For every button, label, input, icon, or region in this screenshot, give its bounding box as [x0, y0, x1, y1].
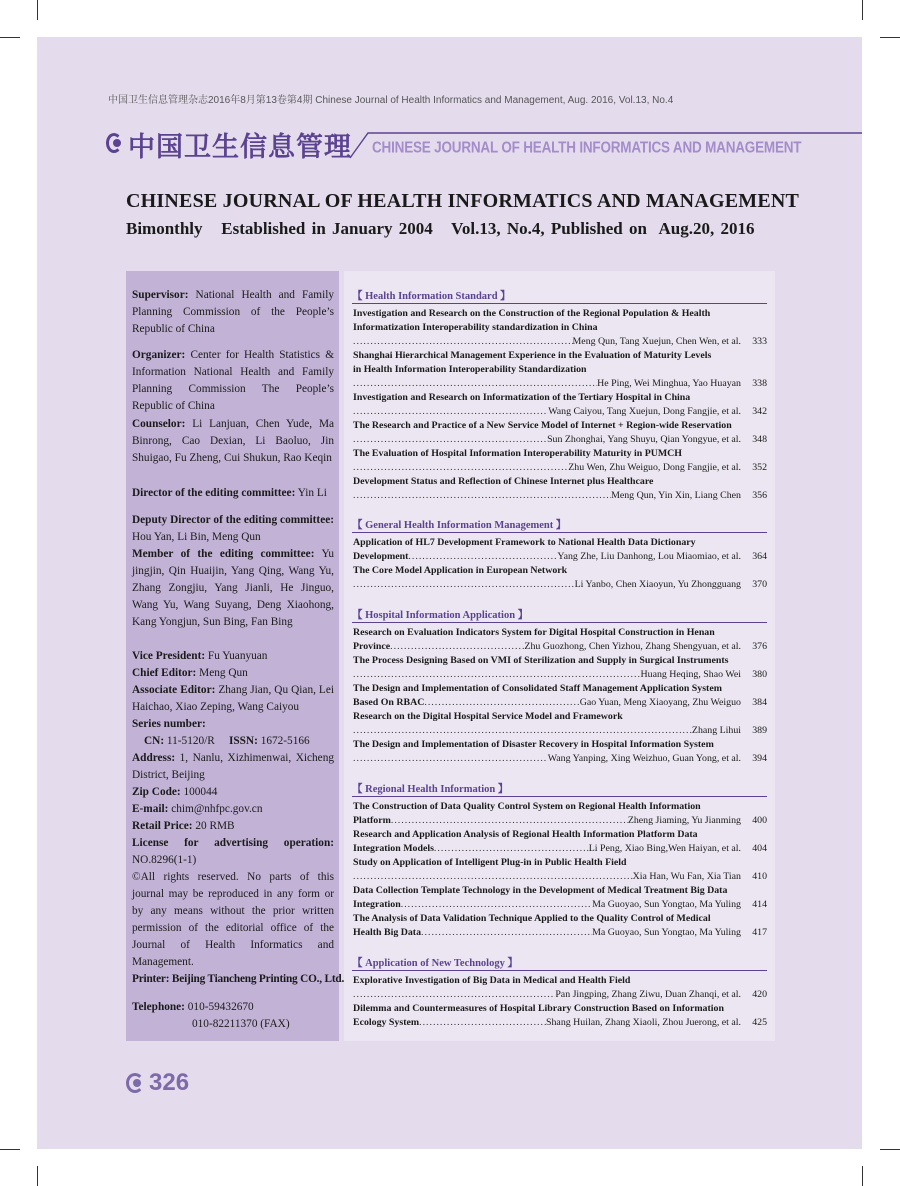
- dot-leader: [401, 898, 592, 912]
- masthead-counselor: Counselor: Li Lanjuan, Chen Yude, Ma Binrong, Cao Dexian, Li Baoluo, Jin Shuigao, Fu Zheng, Cui Shukun, Rao Keqin: [132, 418, 335, 464]
- article-authors: Li Peng, Xiao Bing,Wen Haiyan, et al.: [588, 843, 741, 854]
- article-authors: Zhu Guozhong, Chen Yizhou, Zhang Shengyuan, et al.: [524, 641, 741, 652]
- article-page-number: 394: [752, 753, 767, 764]
- toc-entry[interactable]: [353, 1002, 767, 1030]
- toc-entry[interactable]: [353, 682, 767, 710]
- article-title-line: The Design and Implementation of Consolidated Staff Management Application System: [353, 683, 722, 694]
- article-byline: [353, 842, 767, 856]
- masthead-associate-editor: Associate Editor: Zhang Jian, Qu Qian, Lei Haichao, Xiao Zeping, Wang Caiyou: [132, 684, 334, 713]
- dot-leader: [353, 461, 568, 475]
- masthead-director: Director of the editing committee: Yin Li: [132, 487, 327, 499]
- article-title-line: Investigation and Research on the Construction of the Regional Population & Health: [353, 308, 711, 319]
- article-byline: [353, 640, 767, 654]
- dot-leader: [353, 668, 641, 682]
- article-page-number: 400: [752, 815, 767, 826]
- masthead-license: License for advertising operation: NO.8296(1-1): [132, 837, 334, 866]
- article-title-tail: Province: [353, 641, 391, 652]
- section-heading: [352, 607, 767, 623]
- article-title-tail: Based On RBAC: [353, 697, 425, 708]
- dot-leader: [408, 550, 557, 564]
- article-byline: [353, 405, 767, 419]
- article-authors: Zhang Lihui: [691, 725, 741, 736]
- toc-entry[interactable]: [353, 626, 767, 654]
- section-heading: [352, 288, 767, 304]
- article-byline: [353, 489, 767, 503]
- article-byline: [353, 1016, 767, 1030]
- toc-entry[interactable]: [353, 800, 767, 828]
- article-title-line: Informatization Interoperability standardization in China: [353, 322, 598, 333]
- article-page-number: 333: [752, 336, 767, 347]
- article-authors: Zhu Wen, Zhu Weiguo, Dong Fangjie, et al.: [568, 462, 741, 473]
- article-title-line: The Research and Practice of a New Service Model of Internet + Region-wide Reservation: [353, 420, 732, 431]
- article-page-number: 404: [752, 843, 767, 854]
- folio-logo-icon: [126, 1071, 146, 1095]
- masthead-address: Address: 1, Nanlu, Xizhimenwai, Xicheng District, Beijing: [132, 752, 334, 781]
- article-title-line: The Analysis of Data Validation Technique Applied to the Quality Control of Medical: [353, 913, 711, 924]
- toc-entry[interactable]: [353, 391, 767, 419]
- toc-entry[interactable]: [353, 856, 767, 884]
- masthead-vice-president: Vice President: Fu Yuanyuan: [132, 650, 268, 662]
- article-page-number: 356: [752, 490, 767, 501]
- article-title-line: Development Status and Reflection of Chinese Internet plus Healthcare: [353, 476, 654, 487]
- article-byline: [353, 578, 767, 592]
- article-byline: [353, 696, 767, 710]
- article-page-number: 376: [752, 641, 767, 652]
- toc-entry[interactable]: [353, 884, 767, 912]
- article-title-line: Research and Application Analysis of Regional Health Information Platform Data: [353, 829, 698, 840]
- masthead-cn-issn: CN: 11-5120/R ISSN: 1672-5166: [144, 735, 310, 747]
- article-title-line: The Core Model Application in European Network: [353, 565, 568, 576]
- article-page-number: 384: [752, 697, 767, 708]
- article-page-number: 389: [752, 725, 767, 736]
- journal-title: CHINESE JOURNAL OF HEALTH INFORMATICS AND MANAGEMENT: [126, 190, 800, 212]
- crop-mark: [862, 1166, 863, 1186]
- article-title-line: Investigation and Research on Informatization of the Tertiary Hospital in China: [353, 392, 691, 403]
- toc-entry[interactable]: [353, 475, 767, 503]
- section-heading: [352, 517, 767, 533]
- masthead-deputy: Deputy Director of the editing committee: Hou Yan, Li Bin, Meng Qun: [132, 514, 334, 543]
- article-byline: [353, 898, 767, 912]
- article-title-line: Explorative Investigation of Big Data in Medical and Health Field: [353, 975, 631, 986]
- dot-leader: [419, 1016, 546, 1030]
- article-title-tail: Ecology System: [353, 1017, 420, 1028]
- section-title: 【 Regional Health Information 】: [352, 784, 509, 795]
- page-folio: [126, 1069, 189, 1097]
- article-title-tail: Development: [353, 551, 409, 562]
- dot-leader: [391, 814, 628, 828]
- article-title-line: The Design and Implementation of Disaster Recovery in Hospital Information System: [353, 739, 714, 750]
- article-authors: Li Yanbo, Chen Xiaoyun, Yu Zhongguang: [574, 579, 741, 590]
- article-authors: Wang Caiyou, Tang Xuejun, Dong Fangjie, et al.: [548, 406, 741, 417]
- article-title-line: Shanghai Hierarchical Management Experience in the Evaluation of Maturity Levels: [353, 350, 712, 361]
- dot-leader: [353, 870, 633, 884]
- article-authors: Ma Guoyao, Sun Yongtao, Ma Yuling: [592, 899, 741, 910]
- toc-entry[interactable]: [353, 564, 767, 592]
- article-title-line: Research on the Digital Hospital Service Model and Framework: [353, 711, 623, 722]
- crop-mark: [0, 1149, 20, 1150]
- dot-leader: [353, 489, 611, 503]
- toc-entry[interactable]: [353, 974, 767, 1002]
- article-page-number: 417: [752, 927, 767, 938]
- dot-leader: [353, 988, 555, 1002]
- article-byline: [353, 814, 767, 828]
- article-byline: [353, 668, 767, 682]
- toc-entry[interactable]: [353, 307, 767, 349]
- dot-leader: [353, 335, 573, 349]
- toc-entry[interactable]: [353, 828, 767, 856]
- article-authors: Gao Yuan, Meng Xiaoyang, Zhu Weiguo: [579, 697, 741, 708]
- article-byline: [353, 433, 767, 447]
- section-heading: [352, 781, 767, 797]
- dot-leader: [353, 752, 548, 766]
- article-title-line: Dilemma and Countermeasures of Hospital Library Construction Based on Information: [353, 1003, 724, 1014]
- section-title: 【 Application of New Technology 】: [352, 958, 518, 969]
- article-title-line: The Process Designing Based on VMI of Sterilization and Supply in Surgical Instruments: [353, 655, 729, 666]
- toc-entry[interactable]: [353, 349, 767, 391]
- article-byline: [353, 335, 767, 349]
- section-title: 【 General Health Information Management 】: [352, 520, 567, 531]
- dot-leader: [421, 926, 592, 940]
- masthead-members: Member of the editing committee: Yu jingjin, Qin Huaijin, Yang Qing, Wang Yu, Zhang Zongjiu, Yang Jianli, He Jinguo, Wang Yu, Wang Suyang, Deng Xiaohong, Kang Yongjun, Sun Bing, Fan Bing: [132, 548, 334, 628]
- article-title-tail: Platform: [353, 815, 391, 826]
- crop-mark: [37, 1166, 38, 1186]
- toc-entry[interactable]: [353, 738, 767, 766]
- article-title-tail: Integration: [353, 899, 401, 910]
- masthead-price: Retail Price: 20 RMB: [132, 820, 235, 832]
- masthead-printer: Printer: Beijing Tiancheng Printing CO., Ltd.: [132, 973, 345, 985]
- article-page-number: 414: [752, 899, 767, 910]
- article-title-line: in Health Information Interoperability Standardization: [353, 364, 587, 375]
- article-byline: [353, 461, 767, 475]
- dot-leader: [353, 405, 548, 419]
- article-page-number: 338: [752, 378, 767, 389]
- article-title-tail: Health Big Data: [353, 927, 422, 938]
- masthead-series-number: Series number:: [132, 718, 206, 730]
- article-title-tail: Integration Models: [353, 843, 434, 854]
- article-title-line: Application of HL7 Development Framework to National Health Data Dictionary: [353, 537, 696, 548]
- masthead-rights: ©All rights reserved. No parts of this journal may be reproduced in any form or by any means without the prior written permission of the editorial office of the Journal of Health Informatics and Management.: [132, 871, 334, 968]
- article-page-number: 425: [752, 1017, 767, 1028]
- dot-leader: [434, 842, 589, 856]
- article-byline: [353, 988, 767, 1002]
- article-byline: [353, 377, 767, 391]
- article-page-number: 370: [752, 579, 767, 590]
- article-authors: Wang Yanping, Xing Weizhuo, Guan Yong, et al.: [547, 753, 741, 764]
- masthead-organizer: Organizer: Center for Health Statistics & Information National Health and Family Planning Commission The People’s Republic of China: [132, 349, 334, 412]
- article-byline: [353, 724, 767, 738]
- article-authors: He Ping, Wei Minghua, Yao Huayan: [597, 378, 741, 389]
- dot-leader: [424, 696, 579, 710]
- running-head: 中国卫生信息管理杂志2016年8月第13卷第4期 Chinese Journal of Health Informatics and Management, Aug. 2016, Vol.13, No.4: [108, 95, 674, 106]
- dot-leader: [353, 578, 575, 592]
- article-page-number: 364: [752, 551, 767, 562]
- masthead-email: E-mail: chim@nhfpc.gov.cn: [132, 803, 263, 815]
- article-authors: Yang Zhe, Liu Danhong, Lou Miaomiao, et al.: [557, 551, 741, 562]
- article-byline: [353, 550, 767, 564]
- article-title-line: The Construction of Data Quality Control System on Regional Health Information: [353, 801, 701, 812]
- article-authors: Ma Guoyao, Sun Yongtao, Ma Yuling: [592, 927, 741, 938]
- journal-subtitle: Bimonthly Established in January 2004 Vol.13, No.4, Published on Aug.20, 2016: [126, 219, 755, 238]
- masthead-fax: 010-82211370 (FAX): [192, 1018, 290, 1030]
- article-page-number: 352: [752, 462, 767, 473]
- article-page-number: 420: [752, 989, 767, 1000]
- article-page-number: 348: [752, 434, 767, 445]
- article-authors: Zheng Jiaming, Yu Jianming: [627, 815, 741, 826]
- section-heading: [352, 955, 767, 971]
- page-number: 326: [149, 1069, 190, 1096]
- crop-mark: [880, 1149, 900, 1150]
- article-byline: [353, 870, 767, 884]
- masthead-telephone: Telephone: 010-59432670: [132, 1001, 254, 1013]
- toc-entry[interactable]: [353, 447, 767, 475]
- section-title: 【 Health Information Standard 】: [352, 291, 511, 302]
- toc-entry[interactable]: [353, 536, 767, 564]
- dot-leader: [353, 433, 547, 447]
- toc-entry[interactable]: [353, 912, 767, 940]
- article-page-number: 342: [752, 406, 767, 417]
- article-authors: Huang Heqing, Shao Wei: [640, 669, 741, 680]
- article-byline: [353, 752, 767, 766]
- brand-divider-line: [0, 0, 900, 200]
- brand-name-cn: 中国卫生信息管理: [128, 131, 352, 163]
- toc-entry[interactable]: [353, 419, 767, 447]
- article-title-line: Study on Application of Intelligent Plug-in in Public Health Field: [353, 857, 627, 868]
- article-authors: Shang Huilan, Zhang Xiaoli, Zhou Juerong, et al.: [546, 1017, 741, 1028]
- article-byline: [353, 926, 767, 940]
- article-authors: Xia Han, Wu Fan, Xia Tian: [632, 871, 741, 882]
- article-authors: Meng Qun, Yin Xin, Liang Chen: [611, 490, 741, 501]
- masthead-zip: Zip Code: 100044: [132, 786, 218, 798]
- section-title: 【 Hospital Information Application 】: [352, 610, 529, 621]
- masthead-chief-editor: Chief Editor: Meng Qun: [132, 667, 248, 679]
- article-page-number: 410: [752, 871, 767, 882]
- article-title-line: The Evaluation of Hospital Information Interoperability Maturity in PUMCH: [353, 448, 682, 459]
- article-authors: Sun Zhonghai, Yang Shuyu, Qian Yongyue, et al.: [547, 434, 741, 445]
- masthead-supervisor: Supervisor: National Health and Family Planning Commission of the People’s Republic of China: [132, 289, 334, 335]
- toc-entry[interactable]: [353, 654, 767, 682]
- article-authors: Pan Jingping, Zhang Ziwu, Duan Zhanqi, et al.: [555, 989, 741, 1000]
- toc-entry[interactable]: [353, 710, 767, 738]
- article-title-line: Data Collection Template Technology in the Development of Medical Treatment Big Data: [353, 885, 728, 896]
- dot-leader: [353, 377, 597, 391]
- article-page-number: 380: [752, 669, 767, 680]
- brand-name-en: CHINESE JOURNAL OF HEALTH INFORMATICS AND MANAGEMENT: [372, 138, 802, 157]
- dot-leader: [353, 724, 692, 738]
- article-title-line: Research on Evaluation Indicators System for Digital Hospital Construction in Henan: [353, 627, 715, 638]
- dot-leader: [390, 640, 524, 654]
- article-authors: Meng Qun, Tang Xuejun, Chen Wen, et al.: [572, 336, 741, 347]
